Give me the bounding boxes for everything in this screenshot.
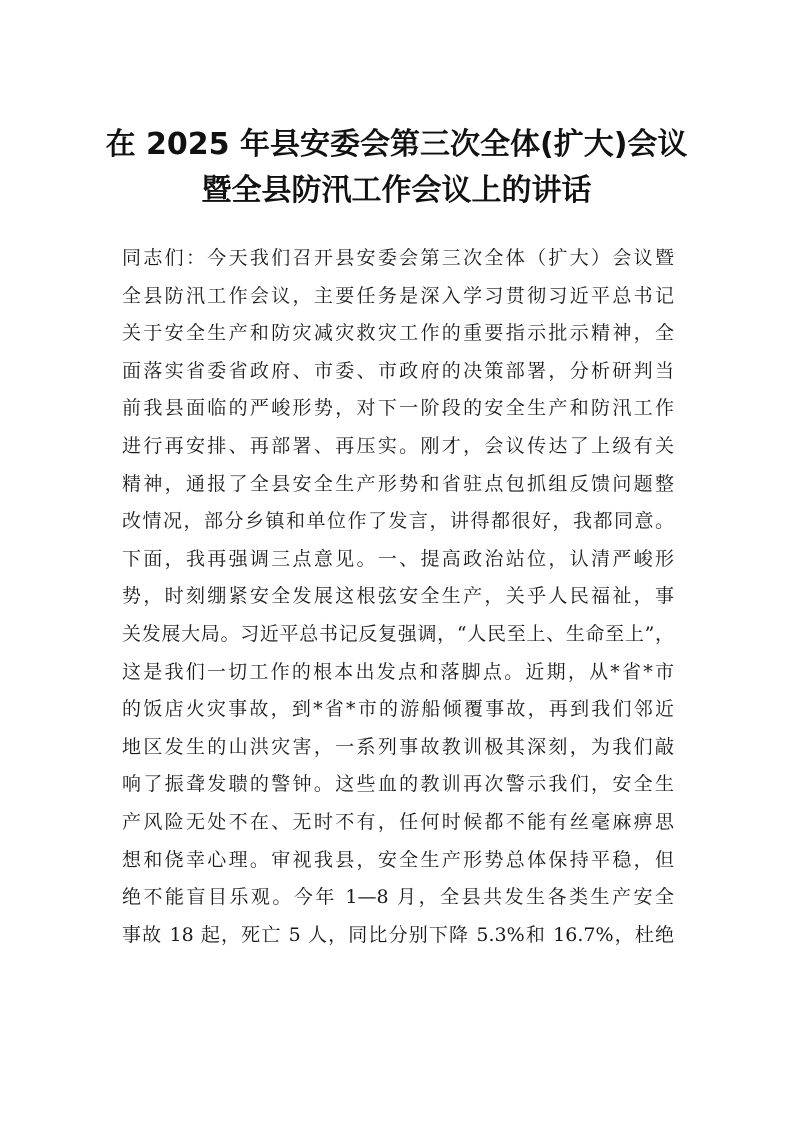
document-body (122, 240, 674, 954)
body-line: 全县防汛工作会议，主要任务是深入学习贯彻习近平总书记 (122, 284, 674, 307)
body-line: 地区发生的山洪灾害，一系列事故教训极其深刻，为我们敲 (122, 735, 674, 758)
body-line: 关发展大局。习近平总书记反复强调，“人民至上、生命至上”， (122, 622, 674, 645)
body-line: 这是我们一切工作的根本出发点和落脚点。近期，从*省*市 (122, 660, 674, 683)
body-line: 绝不能盲目乐观。今年 1—8 月，全县共发生各类生产安全 (122, 886, 674, 909)
body-line: 的饭店火灾事故，到*省*市的游船倾覆事故，再到我们邻近 (122, 698, 674, 721)
body-line: 事故 18 起，死亡 5 人，同比分别下降 5.3%和 16.7%，杜绝 (122, 923, 674, 946)
body-line: 改情况，部分乡镇和单位作了发言，讲得都很好，我都同意。 (122, 510, 674, 533)
body-line: 同志们：今天我们召开县安委会第三次全体（扩大）会议暨 (122, 247, 674, 269)
body-line: 想和侥幸心理。审视我县，安全生产形势总体保持平稳，但 (122, 848, 674, 871)
body-line: 精神，通报了全县安全生产形势和省驻点包抓组反馈问题整 (122, 472, 674, 495)
document-title (60, 122, 733, 214)
body-line: 关于安全生产和防灾减灾救灾工作的重要指示批示精神，全 (122, 322, 674, 345)
body-line: 产风险无处不在、无时不有，任何时候都不能有丝毫麻痹思 (122, 810, 674, 833)
body-line: 势，时刻绷紧安全发展这根弦安全生产，关乎人民福祉，事 (122, 585, 674, 608)
body-line: 面落实省委省政府、市委、市政府的决策部署，分析研判当 (122, 359, 674, 382)
title-line-2: 暨全县防汛工作会议上的讲话 (201, 173, 592, 208)
body-line: 响了振聋发聩的警钟。这些血的教训再次警示我们，安全生 (122, 773, 674, 796)
body-line: 前我县面临的严峻形势，对下一阶段的安全生产和防汛工作 (122, 397, 674, 420)
title-line-1: 在 2025 年县安委会第三次全体(扩大)会议 (105, 127, 688, 162)
body-line: 下面，我再强调三点意见。一、提高政治站位，认清严峻形 (122, 547, 674, 570)
body-line: 进行再安排、再部署、再压实。刚才，会议传达了上级有关 (122, 434, 674, 457)
